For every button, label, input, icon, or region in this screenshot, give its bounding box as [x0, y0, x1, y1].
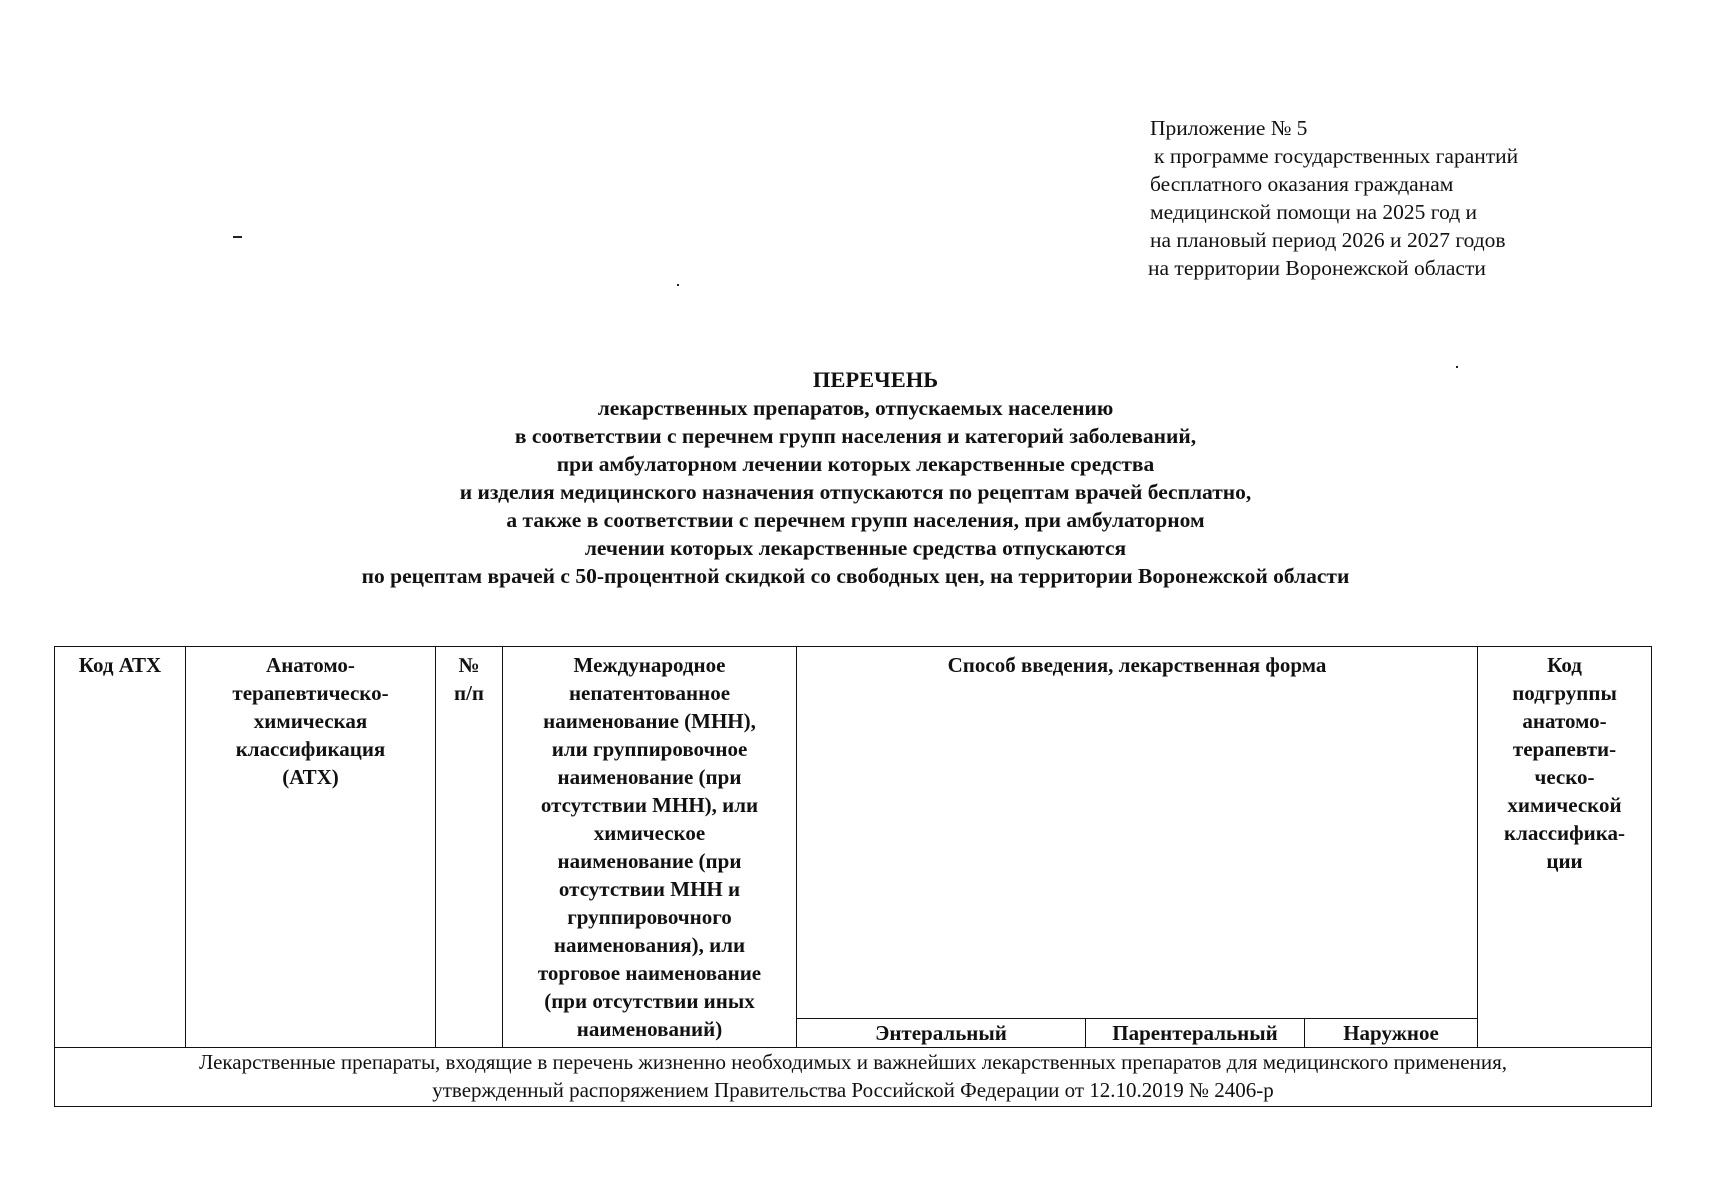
header-text-line: наименование (при	[557, 849, 742, 873]
annex-line: на территории Воронежской области	[1148, 256, 1486, 280]
annex-line: медицинской помощи на 2025 год и	[1150, 200, 1478, 224]
header-text-line: группировочного	[567, 905, 732, 929]
header-text-line: п/п	[453, 681, 485, 705]
header-atx-code	[55, 647, 186, 1048]
header-text-line: ции	[1546, 849, 1583, 873]
header-route-label: Способ введения, лекарственная форма	[947, 653, 1327, 677]
header-subgroup-code	[1478, 647, 1652, 1048]
header-text-line: наименование (при	[557, 765, 742, 789]
header-route-topical: Наружное	[1305, 1019, 1478, 1048]
section-row-line: Лекарственные препараты, входящие в перечень жизненно необходимых и важнейших лекарственных препаратов для медицинского применения,	[198, 1050, 1508, 1074]
header-text-line: классификация	[235, 737, 386, 761]
header-text-line: терапевти-	[1512, 737, 1617, 761]
annex-line: Приложение № 5	[1150, 116, 1308, 140]
header-text-line: или группировочное	[551, 737, 748, 761]
annex-line: бесплатного оказания гражданам	[1150, 172, 1454, 196]
header-text-line: Анатомо-	[266, 653, 355, 677]
header-text-line: терапевтическо-	[232, 681, 389, 705]
title-line: а также в соответствии с перечнем групп населения, при амбулаторном	[506, 508, 1205, 532]
title-line: лечении которых лекарственные средства отпускаются	[584, 536, 1127, 560]
annex-line: на плановый период 2026 и 2027 годов	[1150, 228, 1506, 252]
scan-speck	[677, 284, 679, 286]
header-text-line: (АТХ)	[282, 765, 339, 789]
header-text-line: отсутствии МНН), или	[540, 793, 759, 817]
header-text-line: наименование (МНН),	[543, 709, 756, 733]
header-text-line: непатентованное	[568, 681, 731, 705]
header-number-label	[436, 647, 502, 707]
title-line: и изделия медицинского назначения отпускаются по рецептам врачей бесплатно,	[459, 480, 1252, 504]
header-atx-code-label: Код АТХ	[78, 653, 162, 677]
header-route-parenteral: Парентеральный	[1086, 1019, 1305, 1048]
header-text-line: химическая	[253, 709, 368, 733]
document-title	[0, 366, 1711, 590]
header-route	[797, 647, 1478, 1019]
header-text-line: Международное	[573, 653, 726, 677]
header-text-line: ческо-	[1534, 765, 1595, 789]
header-text-line: подгруппы	[1512, 681, 1617, 705]
header-text-line: №	[458, 653, 480, 677]
title-line: по рецептам врачей с 50-процентной скидкой со свободных цен, на территории Воронежской области	[361, 564, 1350, 588]
header-row	[55, 647, 1652, 1019]
title-heading: ПЕРЕЧЕНЬ	[812, 367, 939, 392]
header-atx-classification	[186, 647, 436, 1048]
header-text-line: наименований)	[576, 1017, 723, 1041]
annex-block	[1150, 114, 1518, 282]
header-subgroup-code-label	[1478, 647, 1651, 875]
section-row	[55, 1048, 1652, 1107]
title-line: в соответствии с перечнем групп населения и категорий заболеваний,	[514, 424, 1197, 448]
header-text-line: анатомо-	[1522, 709, 1607, 733]
header-inn-label	[503, 647, 796, 1043]
scan-speck	[233, 236, 242, 238]
section-row-cell	[55, 1048, 1652, 1107]
header-text-line: наименования), или	[553, 933, 746, 957]
header-text-line: (при отсутствии иных	[544, 989, 755, 1013]
header-atx-classification-label	[186, 647, 435, 791]
header-text-line: отсутствии МНН и	[558, 877, 741, 901]
header-number	[436, 647, 503, 1048]
header-route-enteral: Энтеральный	[797, 1019, 1086, 1048]
header-text-line: химическое	[593, 821, 706, 845]
header-text-line: торговое наименование	[537, 961, 762, 985]
annex-line: к программе государственных гарантий	[1154, 144, 1519, 168]
header-text-line: Код	[1547, 653, 1582, 677]
header-inn	[503, 647, 797, 1048]
title-line: при амбулаторном лечении которых лекарственные средства	[556, 452, 1155, 476]
header-text-line: химической	[1507, 793, 1622, 817]
title-line: лекарственных препаратов, отпускаемых населению	[597, 396, 1114, 420]
section-row-line: утвержденный распоряжением Правительства Российской Федерации от 12.10.2019 № 2406-р	[432, 1078, 1274, 1102]
header-text-line: классифика-	[1504, 821, 1626, 845]
drug-list-table	[54, 646, 1652, 1107]
